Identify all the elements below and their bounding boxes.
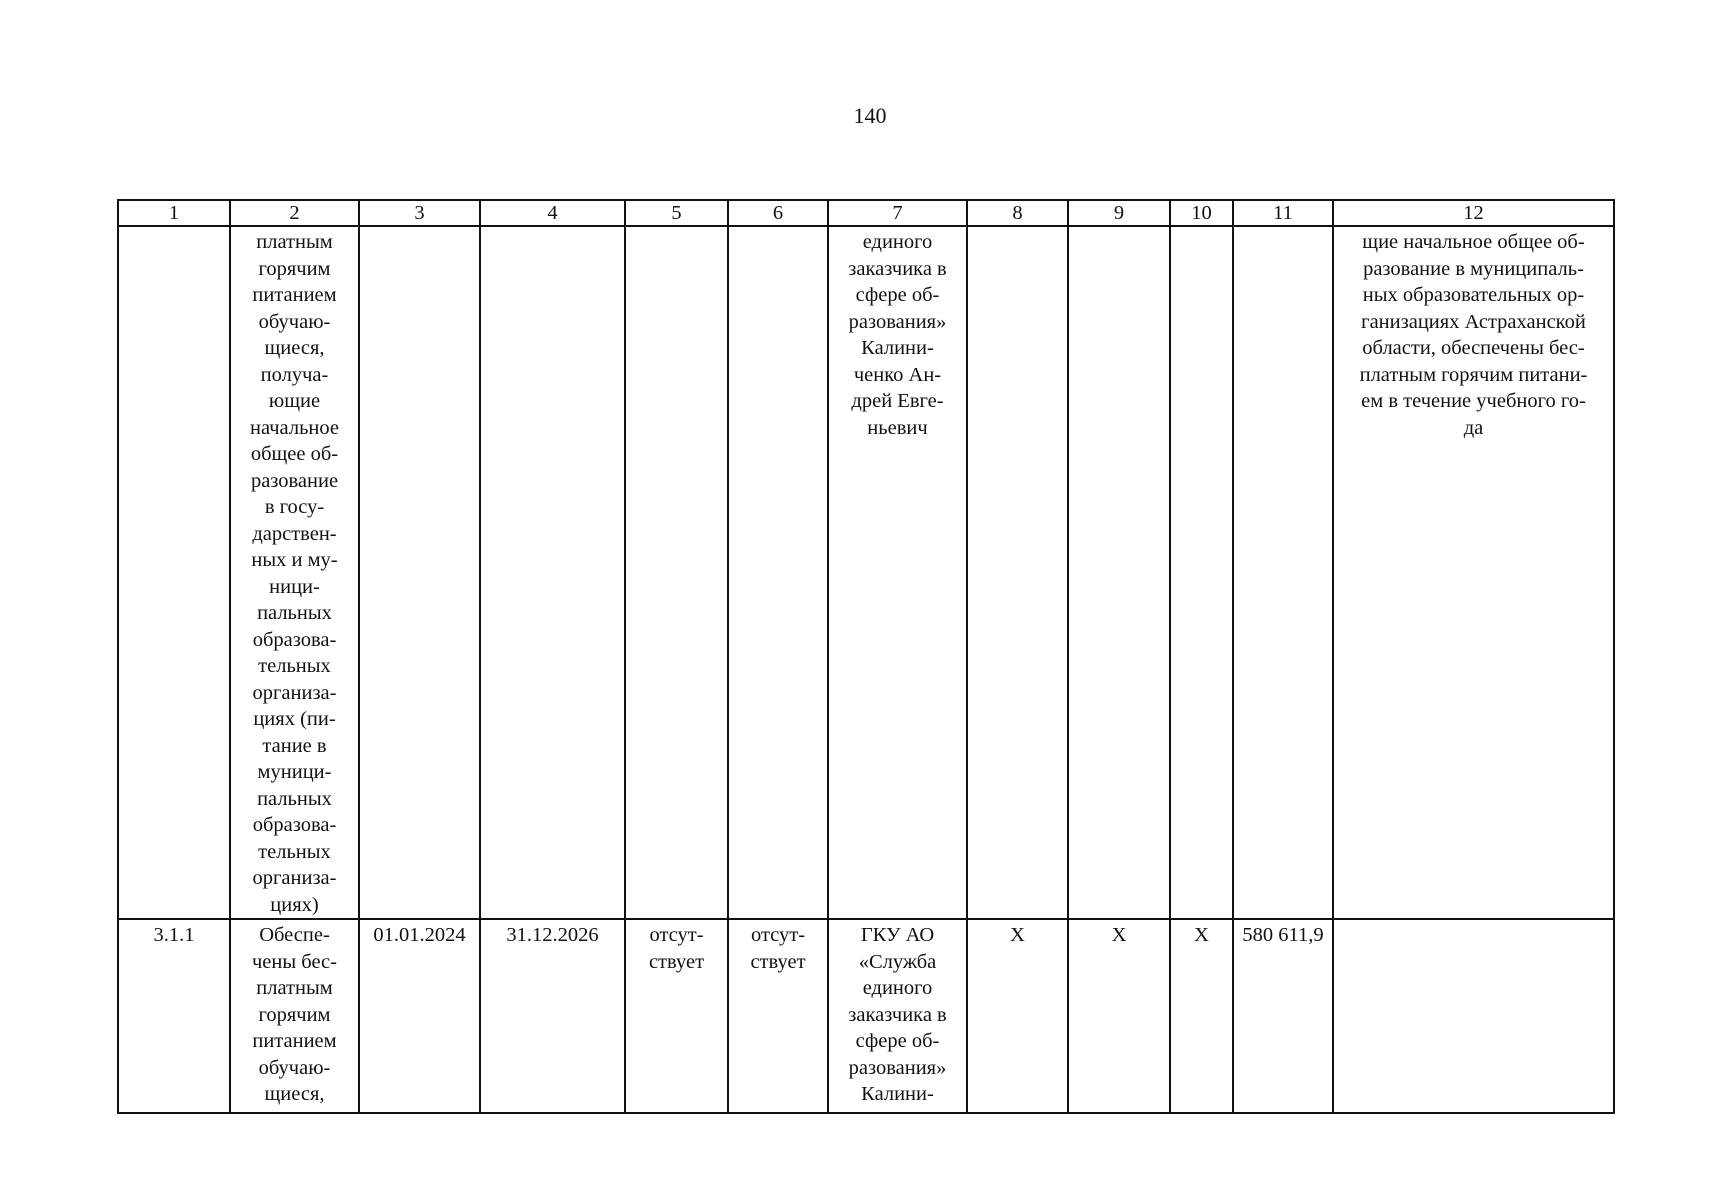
header-cell: 4 <box>480 200 625 226</box>
table-cell <box>1170 226 1233 919</box>
header-cell: 10 <box>1170 200 1233 226</box>
plan-table <box>117 199 1615 1114</box>
header-cell: 5 <box>625 200 728 226</box>
table-cell <box>359 226 480 919</box>
table-cell <box>728 226 828 919</box>
header-row <box>118 200 1614 226</box>
table-cell <box>625 226 728 919</box>
header-cell: 1 <box>118 200 230 226</box>
table-cell: щие начальное общее об- разование в муниципаль- ных образовательных ор- ганизациях Астраханской области, обеспечены бес- платным горячим питани- ем в течение учебного го- да <box>1333 226 1614 919</box>
header-cell: 12 <box>1333 200 1614 226</box>
header-cell: 6 <box>728 200 828 226</box>
table-cell <box>1333 919 1614 1113</box>
table-cell: Х <box>1068 919 1170 1113</box>
table-row <box>118 919 1614 1113</box>
header-cell: 7 <box>828 200 967 226</box>
table-cell: 3.1.1 <box>118 919 230 1113</box>
table-cell: Х <box>967 919 1068 1113</box>
table-cell: единого заказчика в сфере об- разования» Калини- ченко Ан- дрей Евге- ньевич <box>828 226 967 919</box>
table-cell <box>967 226 1068 919</box>
header-cell: 11 <box>1233 200 1333 226</box>
table-cell: 580 611,9 <box>1233 919 1333 1113</box>
table-cell: Х <box>1170 919 1233 1113</box>
header-cell: 3 <box>359 200 480 226</box>
header-cell: 2 <box>230 200 359 226</box>
table-row <box>118 226 1614 919</box>
table-cell: отсут- ствует <box>728 919 828 1113</box>
table-cell: ГКУ АО «Служба единого заказчика в сфере об- разования» Калини- <box>828 919 967 1113</box>
table-cell <box>1233 226 1333 919</box>
header-cell: 9 <box>1068 200 1170 226</box>
table-cell: платным горячим питанием обучаю- щиеся, получа- ющие начальное общее об- разование в госу- дарствен- ных и му- ници- пальных образова- тельных организа- циях (пи- тание в муници- пальных образова- тельных организа- циях) <box>230 226 359 919</box>
table-cell: 01.01.2024 <box>359 919 480 1113</box>
table-cell: отсут- ствует <box>625 919 728 1113</box>
table-cell <box>480 226 625 919</box>
table-cell: Обеспе- чены бес- платным горячим питанием обучаю- щиеся, <box>230 919 359 1113</box>
table-cell <box>118 226 230 919</box>
page-number: 140 <box>853 103 887 128</box>
table-cell: 31.12.2026 <box>480 919 625 1113</box>
table-cell <box>1068 226 1170 919</box>
header-cell: 8 <box>967 200 1068 226</box>
